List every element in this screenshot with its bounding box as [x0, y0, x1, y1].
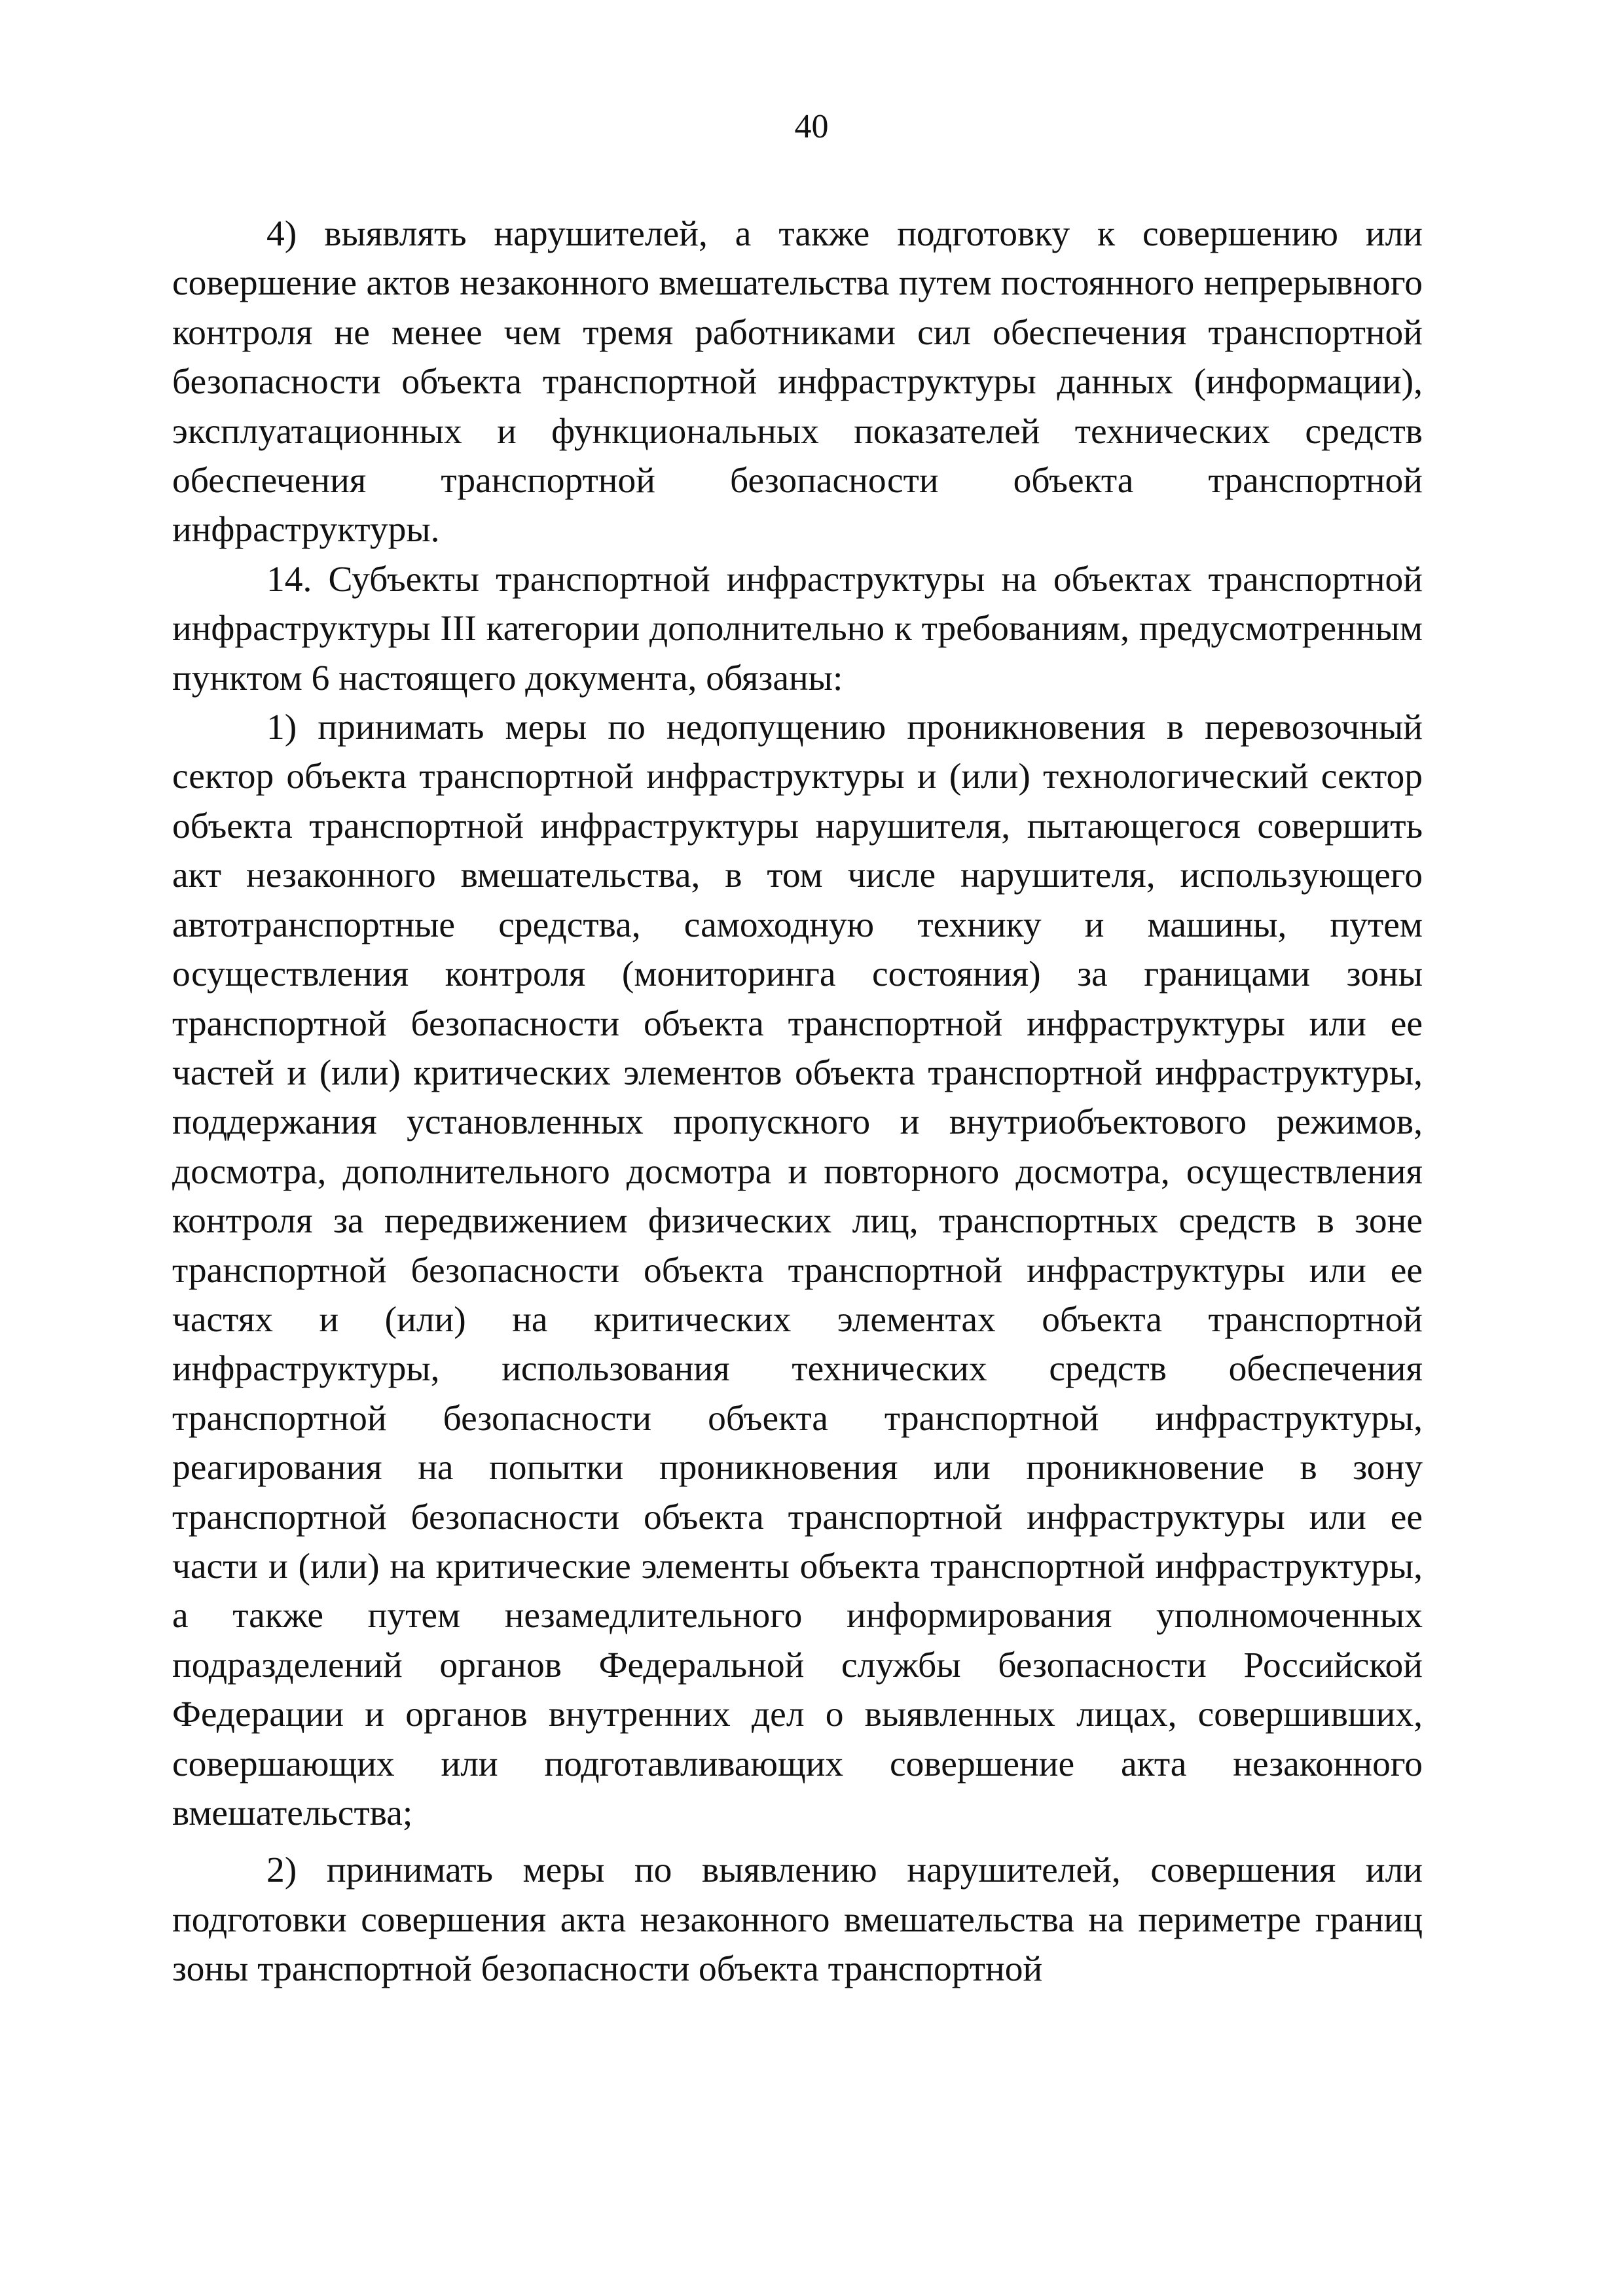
paragraph-item-4: 4) выявлять нарушителей, а также подготовку к совершению или совершение актов незаконного вмешательства путем постоянного непрерывного контроля не менее чем тремя работниками сил обеспечения транспортной безопасности объекта транспортной инфраструктуры данных (информации), эксплуатационных и функциональных показателей технических средств обеспечения транспортной безопасности объекта транспортной инфраструктуры. — [172, 214, 1423, 550]
paragraph-clause-14: 14. Субъекты транспортной инфраструктуры на объектах транспортной инфраструктуры III категории дополнительно к требованиям, предусмотренным пунктом 6 настоящего документа, обязаны: — [172, 559, 1423, 698]
page-number: 40 — [794, 108, 829, 145]
paragraph-item-2: 2) принимать меры по выявлению нарушителей, совершения или подготовки совершения акта незаконного вмешательства на периметре границ зоны транспортной безопасности объекта транспортной — [172, 1850, 1423, 1990]
document-body — [172, 209, 1423, 1994]
paragraph-item-1: 1) принимать меры по недопущению проникновения в перевозочный сектор объекта транспортной инфраструктуры и (или) технологический сектор объекта транспортной инфраструктуры нарушителя, пытающегося совершить акт незаконного вмешательства, в том числе нарушителя, использующего автотранспортные средства, самоходную технику и машины, путем осуществления контроля (мониторинга состояния) за границами зоны транспортной безопасности объекта транспортной инфраструктуры или ее частей и (или) критических элементов объекта транспортной инфраструктуры, поддержания установленных пропускного и внутриобъектового режимов, досмотра, дополнительного досмотра и повторного досмотра, осуществления контроля за передвижением физических лиц, транспортных средств в зоне транспортной безопасности объекта транспортной инфраструктуры или ее частях и (или) на критических элементах объекта транспортной инфраструктуры, использования технических средств обеспечения транспортной безопасности объекта транспортной инфраструктуры, реагирования на попытки проникновения или проникновение в зону транспортной безопасности объекта транспортной инфраструктуры или ее части и (или) на критические элементы объекта транспортной инфраструктуры, а также путем незамедлительного информирования уполномоченных подразделений органов Федеральной службы безопасности Российской Федерации и органов внутренних дел о выявленных лицах, совершивших, совершающих или подготавливающих совершение акта незаконного вмешательства; — [172, 708, 1423, 1833]
